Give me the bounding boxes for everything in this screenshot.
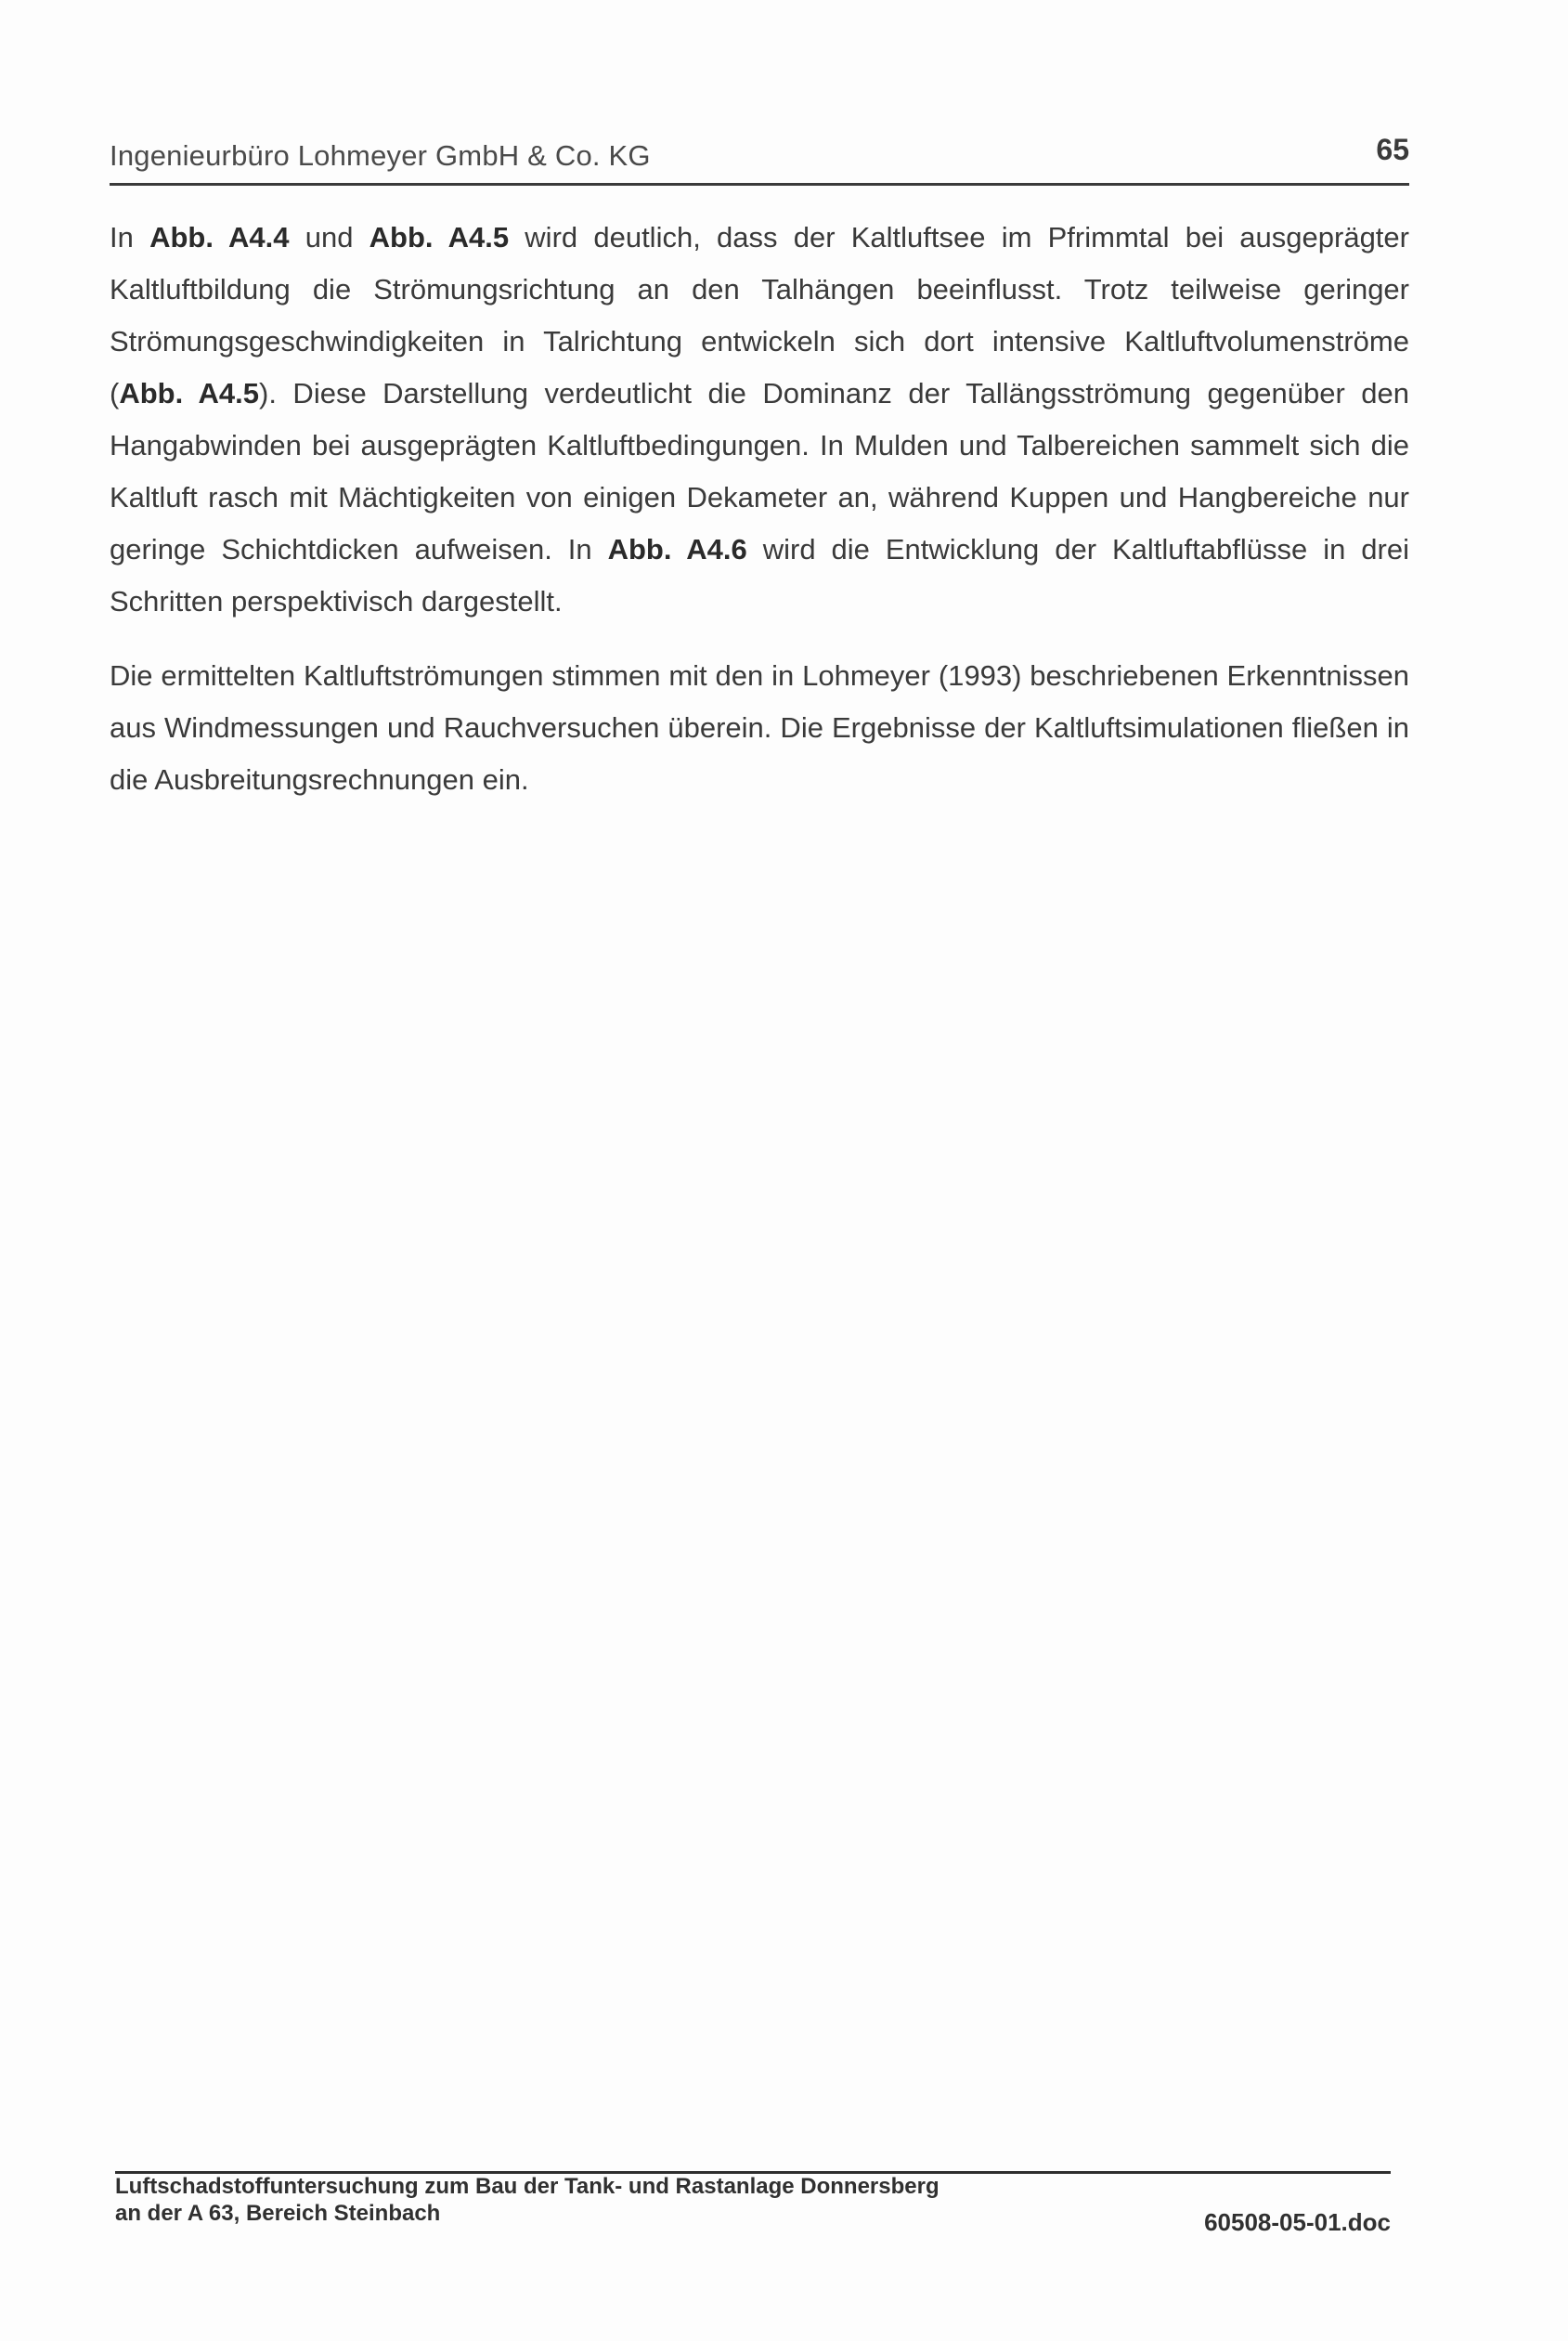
footer-title-line-2: an der A 63, Bereich Steinbach [115, 2201, 441, 2226]
body-text [110, 212, 1409, 806]
figure-ref-a4-5: Abb. A4.5 [369, 221, 510, 254]
figure-ref-a4-6: Abb. A4.6 [607, 533, 747, 566]
page-header [110, 130, 1409, 186]
figure-ref-a4-4: Abb. A4.4 [149, 221, 290, 254]
paragraph-1 [110, 212, 1409, 628]
header-divider [110, 183, 1409, 186]
p1-text-4: ). Diese Darstellung verdeutlicht die Dominanz der Tallängsströmung gegenüber den Hangabwinden bei ausgeprägten Kaltluftbedingungen. In Mulden und Talbereichen sammelt sich die Kaltluft rasch mit Mächtigkeiten von einigen Dekameter an, während Kuppen und Hangbereiche nur geringe Schichtdicken aufweisen. In [110, 377, 1409, 566]
header-company-name: Ingenieurbüro Lohmeyer GmbH & Co. KG [110, 139, 651, 172]
p1-text-1: In [110, 221, 150, 254]
page-footer [115, 2158, 1391, 2242]
p1-text-5: wird die Entwicklung der Kaltluftabflüsse in drei Schritten perspektivisch dargestellt. [110, 533, 1409, 618]
paragraph-2: Die ermittelten Kaltluftströmungen stimmen mit den in Lohmeyer (1993) beschriebenen Erkenntnissen aus Windmessungen und Rauchversuchen überein. Die Ergebnisse der Kaltluftsimulationen fließen in die Ausbreitungsrechnungen ein. [110, 659, 1409, 796]
footer-title-line-1: Luftschadstoffuntersuchung zum Bau der Tank- und Rastanlage Donnersberg [115, 2174, 940, 2199]
footer-project-title [115, 2173, 940, 2227]
p1-text-2: und [289, 221, 369, 254]
page-number: 65 [1376, 133, 1409, 166]
footer-document-id: 60508-05-01.doc [1204, 2208, 1391, 2236]
figure-ref-a4-5-second: Abb. A4.5 [119, 377, 260, 410]
p1-text-3: wird deutlich, dass der Kaltluftsee im Pfrimmtal bei ausgeprägter Kaltluftbildung die Strömungsrichtung an den Talhängen beeinflusst. Trotz teilweise geringer Strömungsgeschwindigkeiten in Talrichtung entwickeln sich dort intensive Kaltluftvolumenströme ( [110, 221, 1409, 410]
